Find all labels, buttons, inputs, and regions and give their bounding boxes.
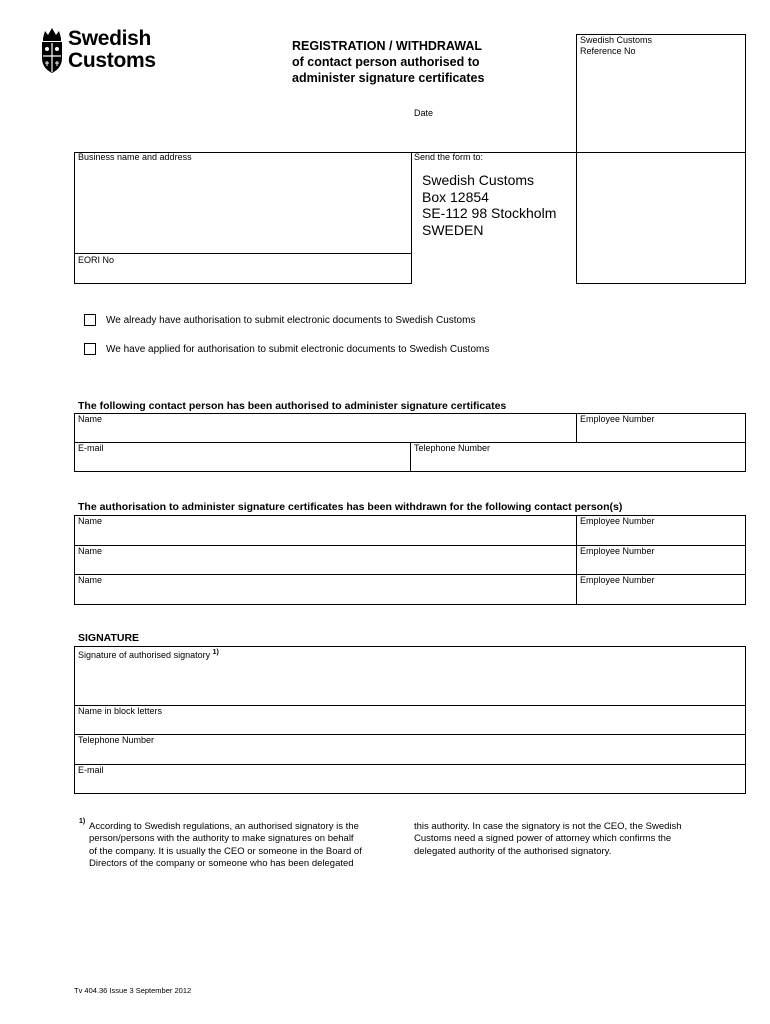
date-label: Date	[414, 108, 434, 118]
swedish-customs-logo	[38, 26, 173, 76]
business-address-field[interactable]	[74, 152, 412, 284]
withdrawn-contact-table	[74, 515, 746, 605]
authorised-email-field[interactable]: E-mail	[78, 443, 104, 453]
withdrawn-name-field-2[interactable]: Name	[78, 546, 103, 556]
applied-authorisation-checkbox[interactable]	[84, 343, 96, 355]
form-footer: Tv 404.36 Issue 3 September 2012	[74, 986, 192, 995]
title-line1: REGISTRATION / WITHDRAWAL	[292, 39, 483, 53]
address-line1: Swedish Customs	[422, 172, 535, 188]
withdrawn-section-heading: The authorisation to administer signature certificates has been withdrawn for the following contact person(s)	[78, 501, 623, 513]
withdrawn-employee-field-1[interactable]: Employee Number	[580, 516, 655, 526]
footnote-mark: 1)	[79, 818, 86, 825]
eori-divider	[74, 253, 412, 254]
withdrawn-employee-field-3[interactable]: Employee Number	[580, 575, 655, 585]
withdrawn-name-field-3[interactable]: Name	[78, 575, 103, 585]
already-authorised-label: We already have authorisation to submit electronic documents to Swedish Customs	[106, 315, 476, 326]
footnote-column-2	[414, 821, 682, 858]
footnote-col1-line4: Directors of the company or someone who has been delegated	[89, 857, 354, 869]
signatory-signature-field[interactable]	[78, 647, 219, 661]
reference-label	[580, 35, 652, 57]
form-title	[292, 38, 552, 86]
authorised-col-divider-2	[410, 442, 411, 472]
footnote-column-1	[89, 821, 362, 870]
footnote-col1-line2: person/persons with the authority to make signatures on behalf	[89, 833, 354, 845]
signature-phone-field[interactable]: Telephone Number	[78, 735, 155, 745]
applied-authorisation-label: We have applied for authorisation to submit electronic documents to Swedish Customs	[106, 344, 490, 355]
signature-heading: SIGNATURE	[78, 632, 140, 644]
title-line2: of contact person authorised to	[292, 55, 480, 69]
address-line3: SE-112 98 Stockholm	[422, 205, 557, 221]
authorised-name-field[interactable]: Name	[78, 414, 103, 424]
logo-wordmark	[68, 28, 156, 72]
authorised-col-divider-1	[576, 413, 577, 442]
reference-line2: Reference No	[580, 46, 636, 56]
authorised-employee-field[interactable]: Employee Number	[580, 414, 655, 424]
signatory-label: Signature of authorised signatory	[78, 650, 211, 660]
signature-row-divider-3	[74, 764, 746, 765]
logo-line1: Swedish	[68, 27, 152, 50]
signature-row-divider-1	[74, 705, 746, 706]
withdrawn-col-divider	[576, 515, 577, 605]
business-label: Business name and address	[78, 152, 192, 162]
signature-table	[74, 646, 746, 794]
block-letters-field[interactable]: Name in block letters	[78, 706, 163, 716]
authorised-section-heading: The following contact person has been authorised to administer signature certificates	[78, 400, 507, 412]
eori-label: EORI No	[78, 255, 115, 265]
footnote-col2-line2: Customs need a signed power of attorney which confirms the	[414, 833, 672, 845]
logo-line2: Customs	[68, 49, 156, 72]
address-line4: SWEDEN	[422, 221, 484, 238]
send-to-label: Send the form to:	[414, 152, 484, 162]
withdrawn-name-field-1[interactable]: Name	[78, 516, 103, 526]
signature-row-divider-2	[74, 734, 746, 735]
footnote-col1-line3: of the company. It is usually the CEO or someone in the Board of	[89, 845, 362, 857]
footnote-col2-line3: delegated authority of the authorised signatory.	[414, 845, 612, 857]
send-to-address	[422, 172, 556, 238]
reference-line1: Swedish Customs	[580, 35, 653, 45]
withdrawn-employee-field-2[interactable]: Employee Number	[580, 546, 655, 556]
already-authorised-checkbox[interactable]	[84, 314, 96, 326]
crest-icon	[38, 26, 66, 76]
address-line2: Box 12854	[422, 188, 489, 205]
footnote-col1-line1: According to Swedish regulations, an authorised signatory is the	[89, 821, 359, 832]
signature-email-field[interactable]: E-mail	[78, 765, 104, 775]
footnote-col2-line1: this authority. In case the signatory is not the CEO, the Swedish	[414, 821, 682, 832]
authorised-phone-field[interactable]: Telephone Number	[414, 443, 491, 453]
reference-box[interactable]	[576, 34, 746, 284]
title-line3: administer signature certificates	[292, 71, 485, 85]
signatory-footnote-mark: 1)	[212, 649, 219, 656]
